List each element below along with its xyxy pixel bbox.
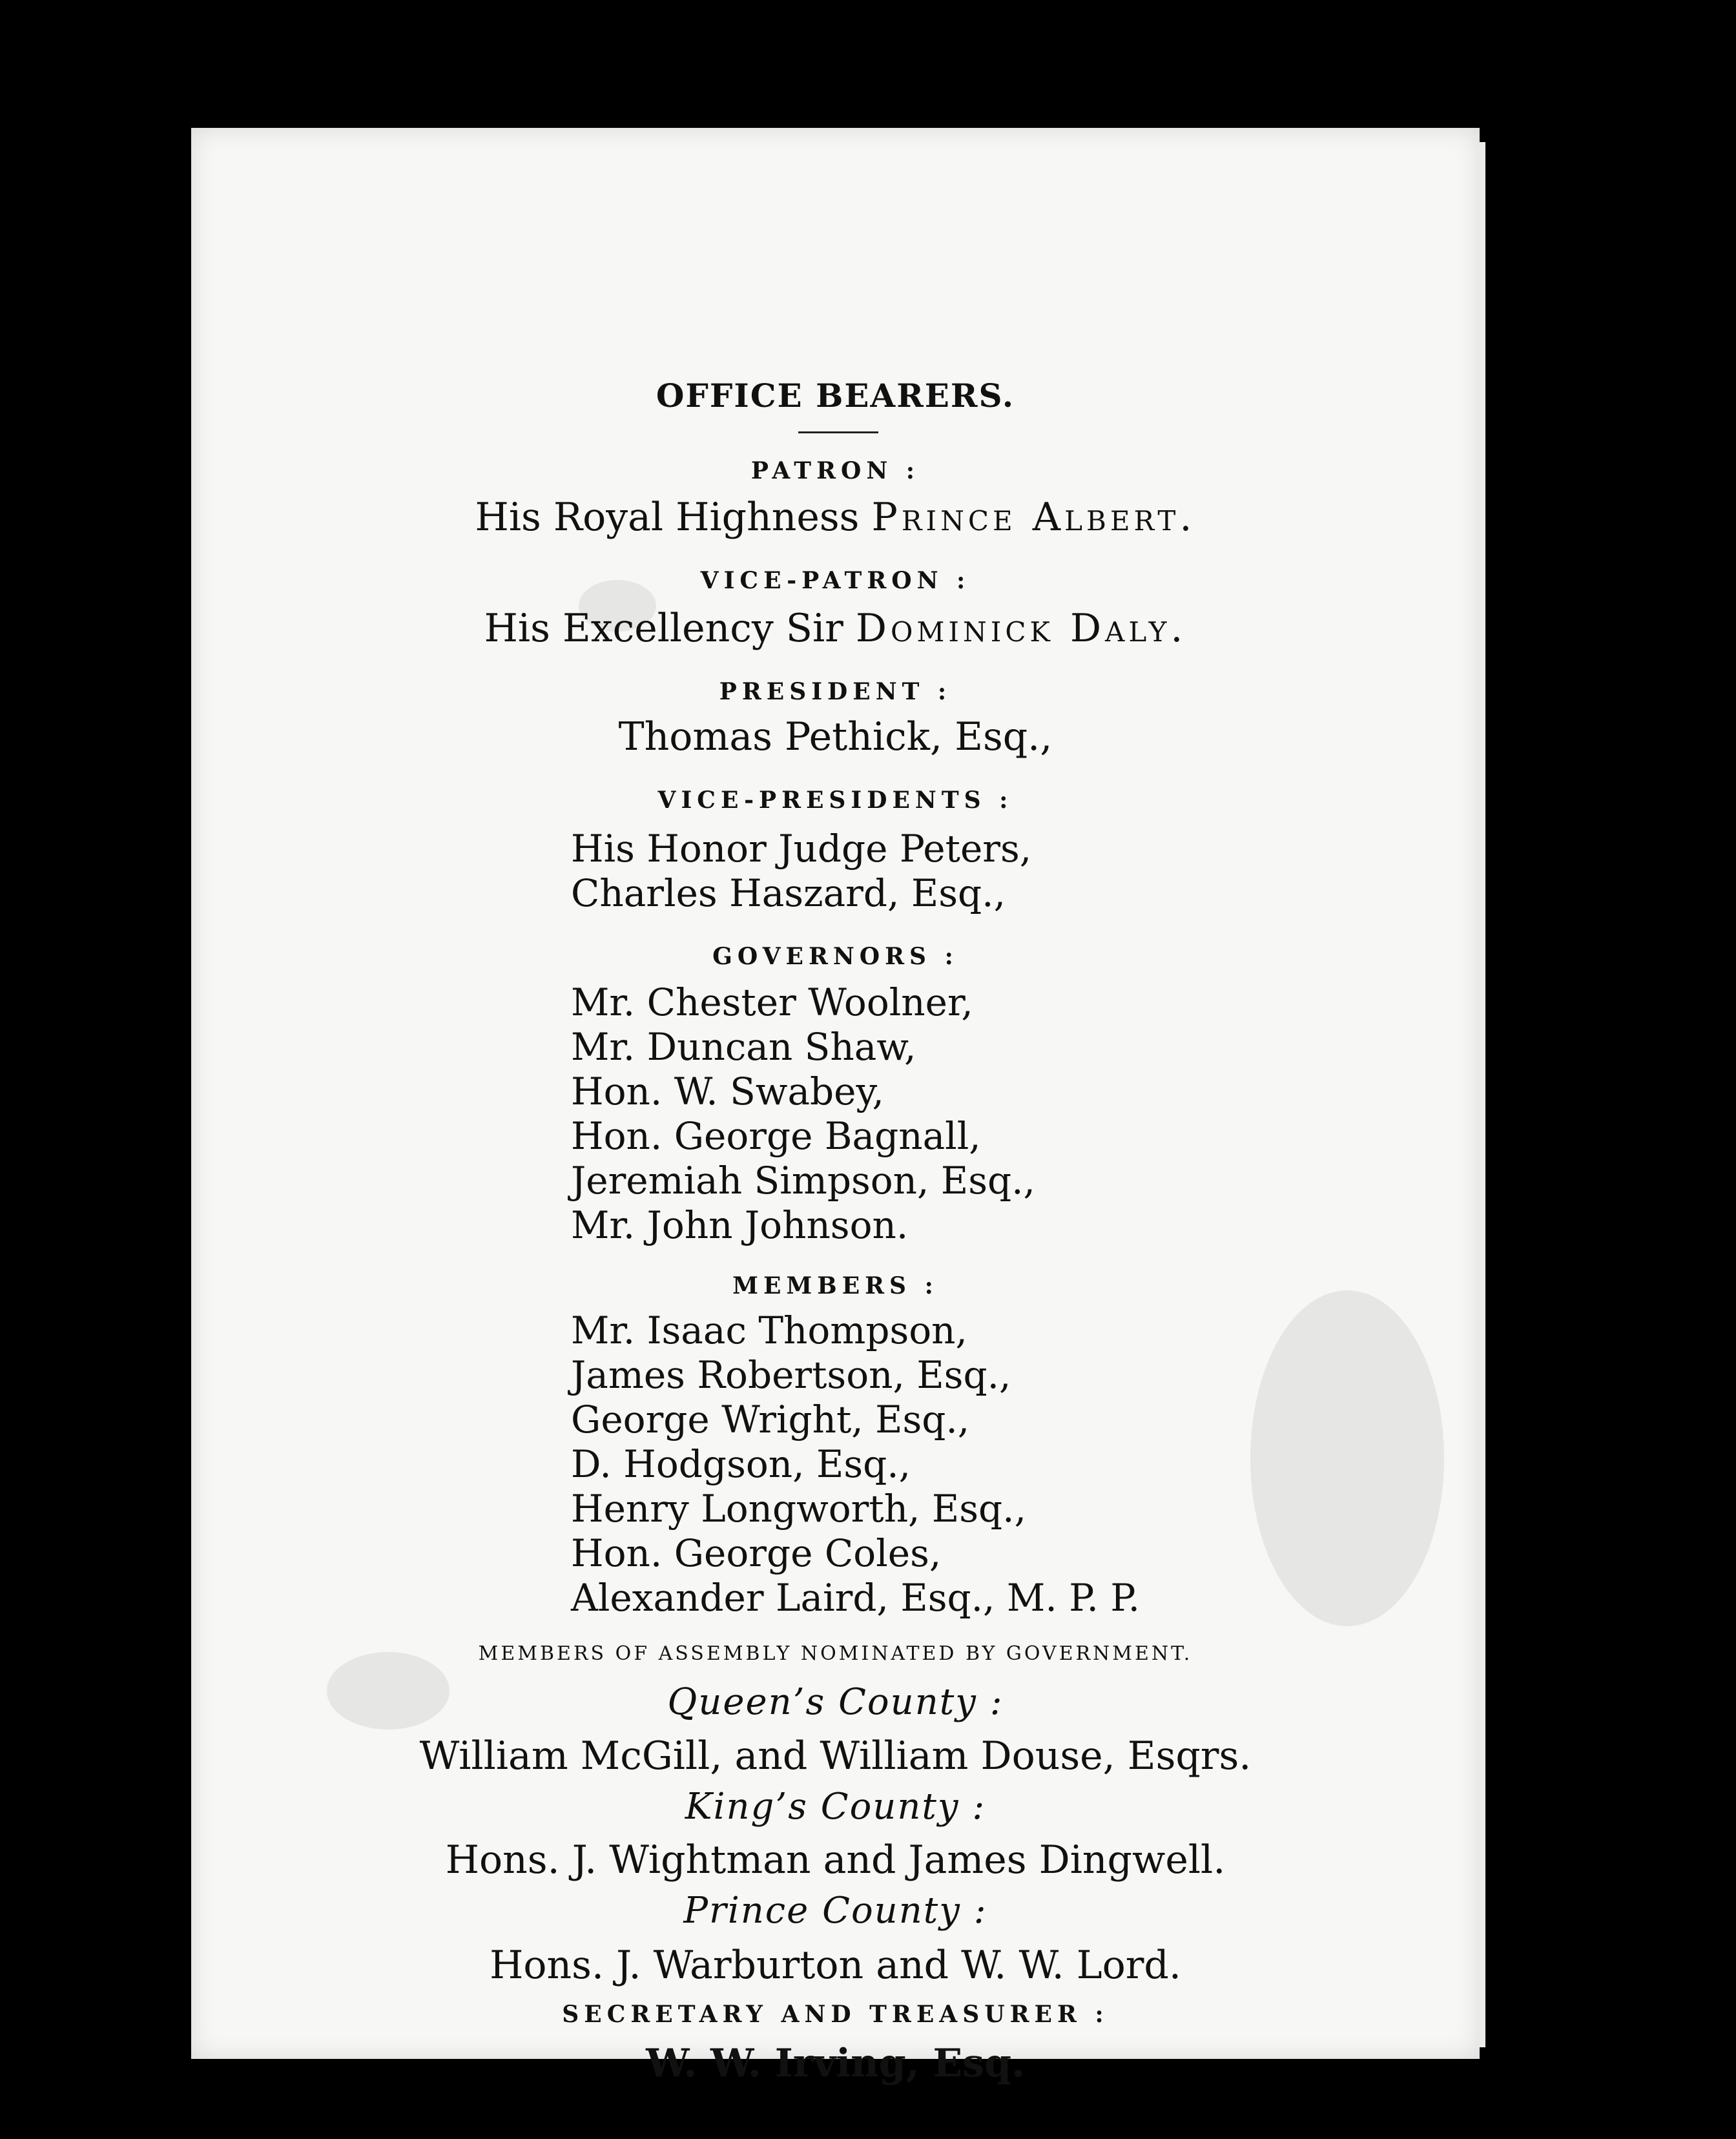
list-item: Hon. W. Swabey, [571, 1070, 884, 1113]
list-item: Jeremiah Simpson, Esq., [571, 1159, 1035, 1203]
vice-patron-name-prefix: His Excellency Sir [484, 606, 843, 651]
vice-patron-name [191, 606, 1480, 651]
vice-presidents-heading: VICE-PRESIDENTS : [657, 787, 1013, 814]
list-item: His Honor Judge Peters, [571, 827, 1032, 871]
kings-county-names: Hons. J. Wightman and James Dingwell. [445, 1837, 1226, 1883]
vice-patron-name-caps: Dominick Daly. [855, 606, 1187, 651]
governors-heading: GOVERNORS : [712, 943, 958, 970]
secretary-heading: SECRETARY AND TREASURER : [562, 2001, 1109, 2028]
title-rule [798, 431, 878, 433]
list-item: D. Hodgson, Esq., [571, 1442, 911, 1486]
queens-county-label: Queen’s County : [667, 1681, 1004, 1723]
list-item: Hon. George Coles, [571, 1531, 942, 1575]
secretary-name: W. W. Irving, Esq. [646, 2041, 1025, 2086]
list-item: Charles Haszard, Esq., [571, 871, 1006, 915]
prince-county-label: Prince County : [683, 1890, 987, 1932]
prince-county-names: Hons. J. Warburton and W. W. Lord. [490, 1943, 1181, 1988]
list-item: Mr. Duncan Shaw, [571, 1025, 916, 1069]
members-heading: MEMBERS : [732, 1272, 938, 1299]
list-item: Henry Longworth, Esq., [571, 1487, 1027, 1531]
patron-name-prefix: His Royal Highness [475, 495, 860, 540]
page-content [191, 128, 1480, 2086]
list-item: Mr. Chester Woolner, [571, 980, 973, 1024]
patron-name [191, 495, 1480, 540]
list-item: Alexander Laird, Esq., M. P. P. [571, 1576, 1141, 1620]
assembly-heading: MEMBERS OF ASSEMBLY NOMINATED BY GOVERNMENT. [478, 1642, 1193, 1665]
president-heading: PRESIDENT : [719, 678, 952, 705]
queens-county-names: William McGill, and William Douse, Esqrs. [419, 1733, 1252, 1779]
vice-patron-heading: VICE-PATRON : [700, 567, 971, 594]
list-item: Mr. John Johnson. [571, 1203, 909, 1247]
patron-heading: PATRON : [750, 457, 920, 484]
vice-presidents-list [571, 827, 1031, 916]
document-page [191, 128, 1480, 2086]
list-item: James Robertson, Esq., [571, 1353, 1011, 1397]
list-item: Hon. George Bagnall, [571, 1114, 981, 1158]
list-item: Mr. Isaac Thompson, [571, 1308, 967, 1352]
president-name: Thomas Pethick, Esq., [618, 714, 1053, 760]
list-item: George Wright, Esq., [571, 1398, 970, 1442]
page-title: OFFICE BEARERS. [656, 377, 1015, 415]
members-list [571, 1308, 1140, 1620]
governors-list [571, 980, 1035, 1248]
patron-name-caps: Prince Albert. [871, 495, 1196, 540]
kings-county-label: King’s County : [685, 1786, 986, 1828]
